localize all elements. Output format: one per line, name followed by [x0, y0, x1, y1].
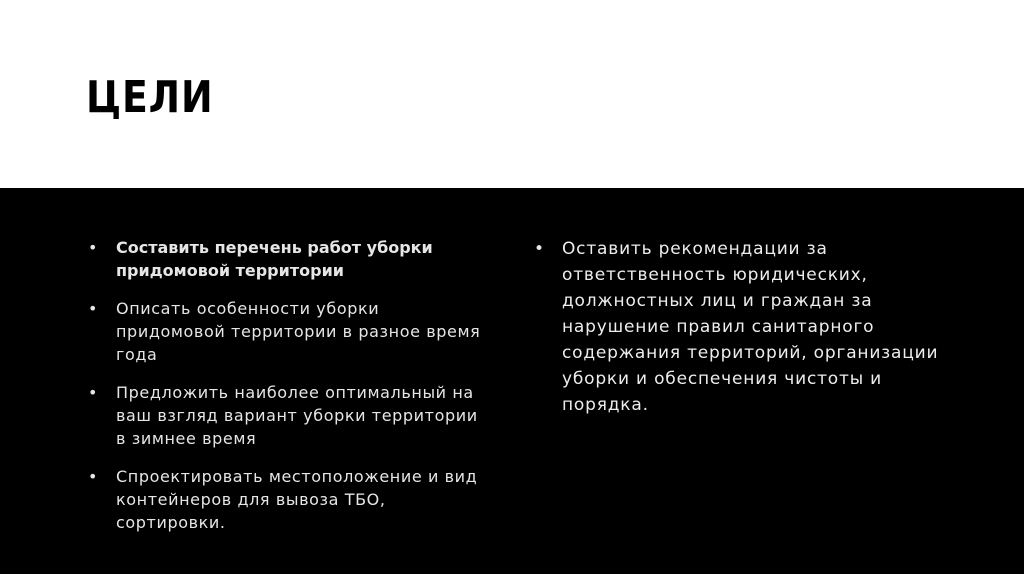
bullet-text: Предложить наиболее оптимальный на ваш взгляд вариант уборки территории в зимнее время — [116, 383, 478, 448]
left-bullet-list — [88, 236, 488, 549]
content-area — [0, 188, 1024, 574]
bullet-marker: • — [88, 467, 99, 486]
bullet-item — [88, 465, 488, 534]
bullet-text: Составить перечень работ уборки придомовой территории — [116, 238, 433, 280]
bullet-marker: • — [88, 238, 99, 257]
bullet-marker: • — [88, 383, 99, 402]
bullet-text: Описать особенности уборки придомовой территории в разное время года — [116, 299, 481, 364]
bullet-item — [88, 381, 488, 450]
bullet-marker: • — [88, 299, 99, 318]
bullet-marker: • — [534, 239, 545, 259]
title-area — [0, 0, 1024, 188]
right-bullet-list — [534, 236, 954, 433]
slide-title: ЦЕЛИ — [86, 72, 214, 123]
bullet-item — [88, 236, 488, 282]
bullet-item — [88, 297, 488, 366]
bullet-item — [534, 236, 954, 418]
bullet-text: Спроектировать местоположение и вид контейнеров для вывоза ТБО, сортировки. — [116, 467, 478, 532]
bullet-text: Оставить рекомендации за ответственность юридических, должностных лиц и граждан за нарушение правил санитарного содержания территорий, организации уборки и обеспечения чистоты и порядка. — [562, 239, 939, 415]
